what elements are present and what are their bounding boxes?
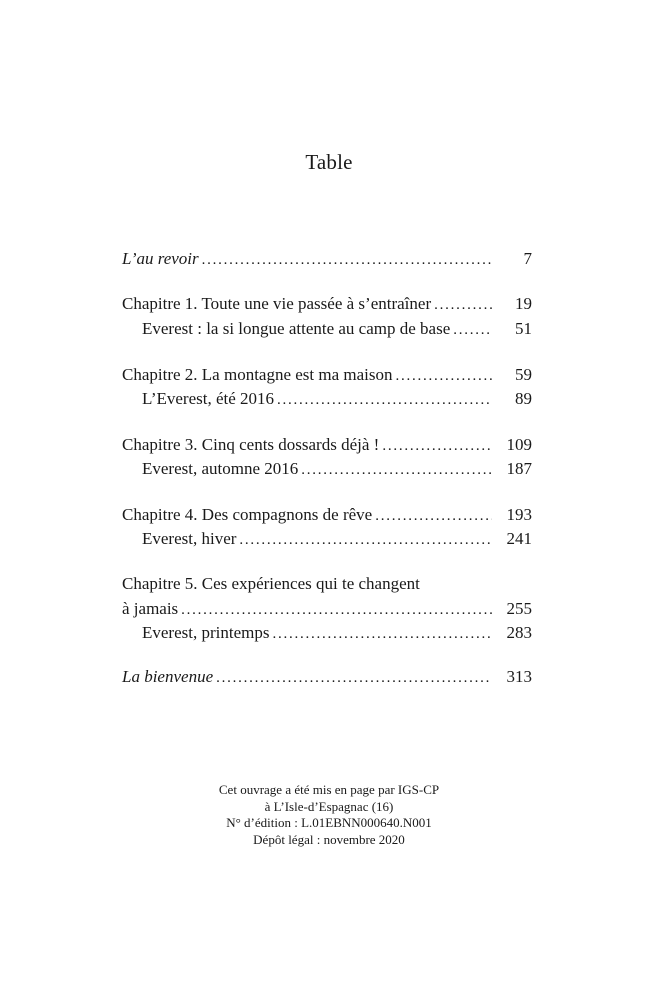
dot-leader: [216, 665, 492, 691]
toc-entry-chapter-3-interlude: [142, 456, 532, 482]
dot-leader: [453, 317, 492, 343]
page-title: Table: [305, 150, 353, 174]
toc-page-number: 59: [515, 365, 532, 384]
toc-entry-chapter-5: [122, 596, 532, 622]
dot-leader: [434, 292, 492, 318]
toc-entry-prologue: [122, 246, 532, 272]
toc-entry-chapter-5-first-line: Chapitre 5. Ces expériences qui te changent: [122, 574, 420, 593]
toc-entry-label: Chapitre 1. Toute une vie passée à s’entraîner: [122, 294, 432, 313]
toc-page-number: 241: [506, 529, 532, 548]
toc-entry-label: à jamais: [122, 599, 179, 618]
toc-page-number: 89: [515, 389, 532, 408]
toc-entry-label: Chapitre 2. La montagne est ma maison: [122, 365, 393, 384]
toc-page-number: 255: [506, 599, 532, 618]
toc-page-number: 283: [506, 623, 532, 642]
toc-entry-label: Everest, printemps: [142, 623, 270, 642]
colophon-line: Dépôt légal : novembre 2020: [253, 831, 405, 847]
toc-entry-chapter-2: [122, 362, 532, 388]
toc-entry-epilogue: [122, 664, 532, 690]
dot-leader: [239, 527, 492, 553]
toc-entry-chapter-1-interlude: [142, 316, 532, 342]
toc-entry-chapter-5-interlude: [142, 620, 532, 646]
toc-entry-chapter-4: [122, 502, 532, 528]
toc-page-number: 313: [506, 667, 532, 686]
dot-leader: [277, 387, 492, 413]
toc-entry-label: L’Everest, été 2016: [142, 389, 275, 408]
toc-entry-label: Chapitre 4. Des compagnons de rêve: [122, 505, 373, 524]
toc-page-number: 187: [506, 459, 532, 478]
toc-page-number: 109: [506, 435, 532, 454]
dot-leader: [301, 457, 492, 483]
toc-entry-chapter-2-interlude: [142, 386, 532, 412]
dot-leader: [272, 621, 492, 647]
dot-leader: [202, 247, 492, 273]
colophon: [0, 782, 658, 848]
toc-entry-label: Chapitre 3. Cinq cents dossards déjà !: [122, 435, 380, 454]
toc-page-number: 7: [523, 249, 532, 268]
toc-entry-chapter-3: [122, 432, 532, 458]
toc-page-number: 51: [515, 319, 532, 338]
colophon-line: N° d’édition : L.01EBNN000640.N001: [226, 815, 432, 830]
colophon-line: Cet ouvrage a été mis en page par IGS-CP: [218, 782, 440, 797]
toc-entry-label: Everest : la si longue attente au camp de base: [142, 319, 451, 338]
toc-page-number: 19: [515, 294, 532, 313]
toc-entry-label: Everest, automne 2016: [142, 459, 299, 478]
toc-entry-chapter-4-interlude: [142, 526, 532, 552]
colophon-line: à L’Isle-d’Espagnac (16): [264, 798, 394, 814]
toc-entry-label: L’au revoir: [122, 249, 199, 268]
toc-entry-label: Everest, hiver: [142, 529, 237, 548]
toc-entry-label: La bienvenue: [122, 667, 214, 686]
toc-page-number: 193: [506, 505, 532, 524]
toc-entry-chapter-1: [122, 291, 532, 317]
